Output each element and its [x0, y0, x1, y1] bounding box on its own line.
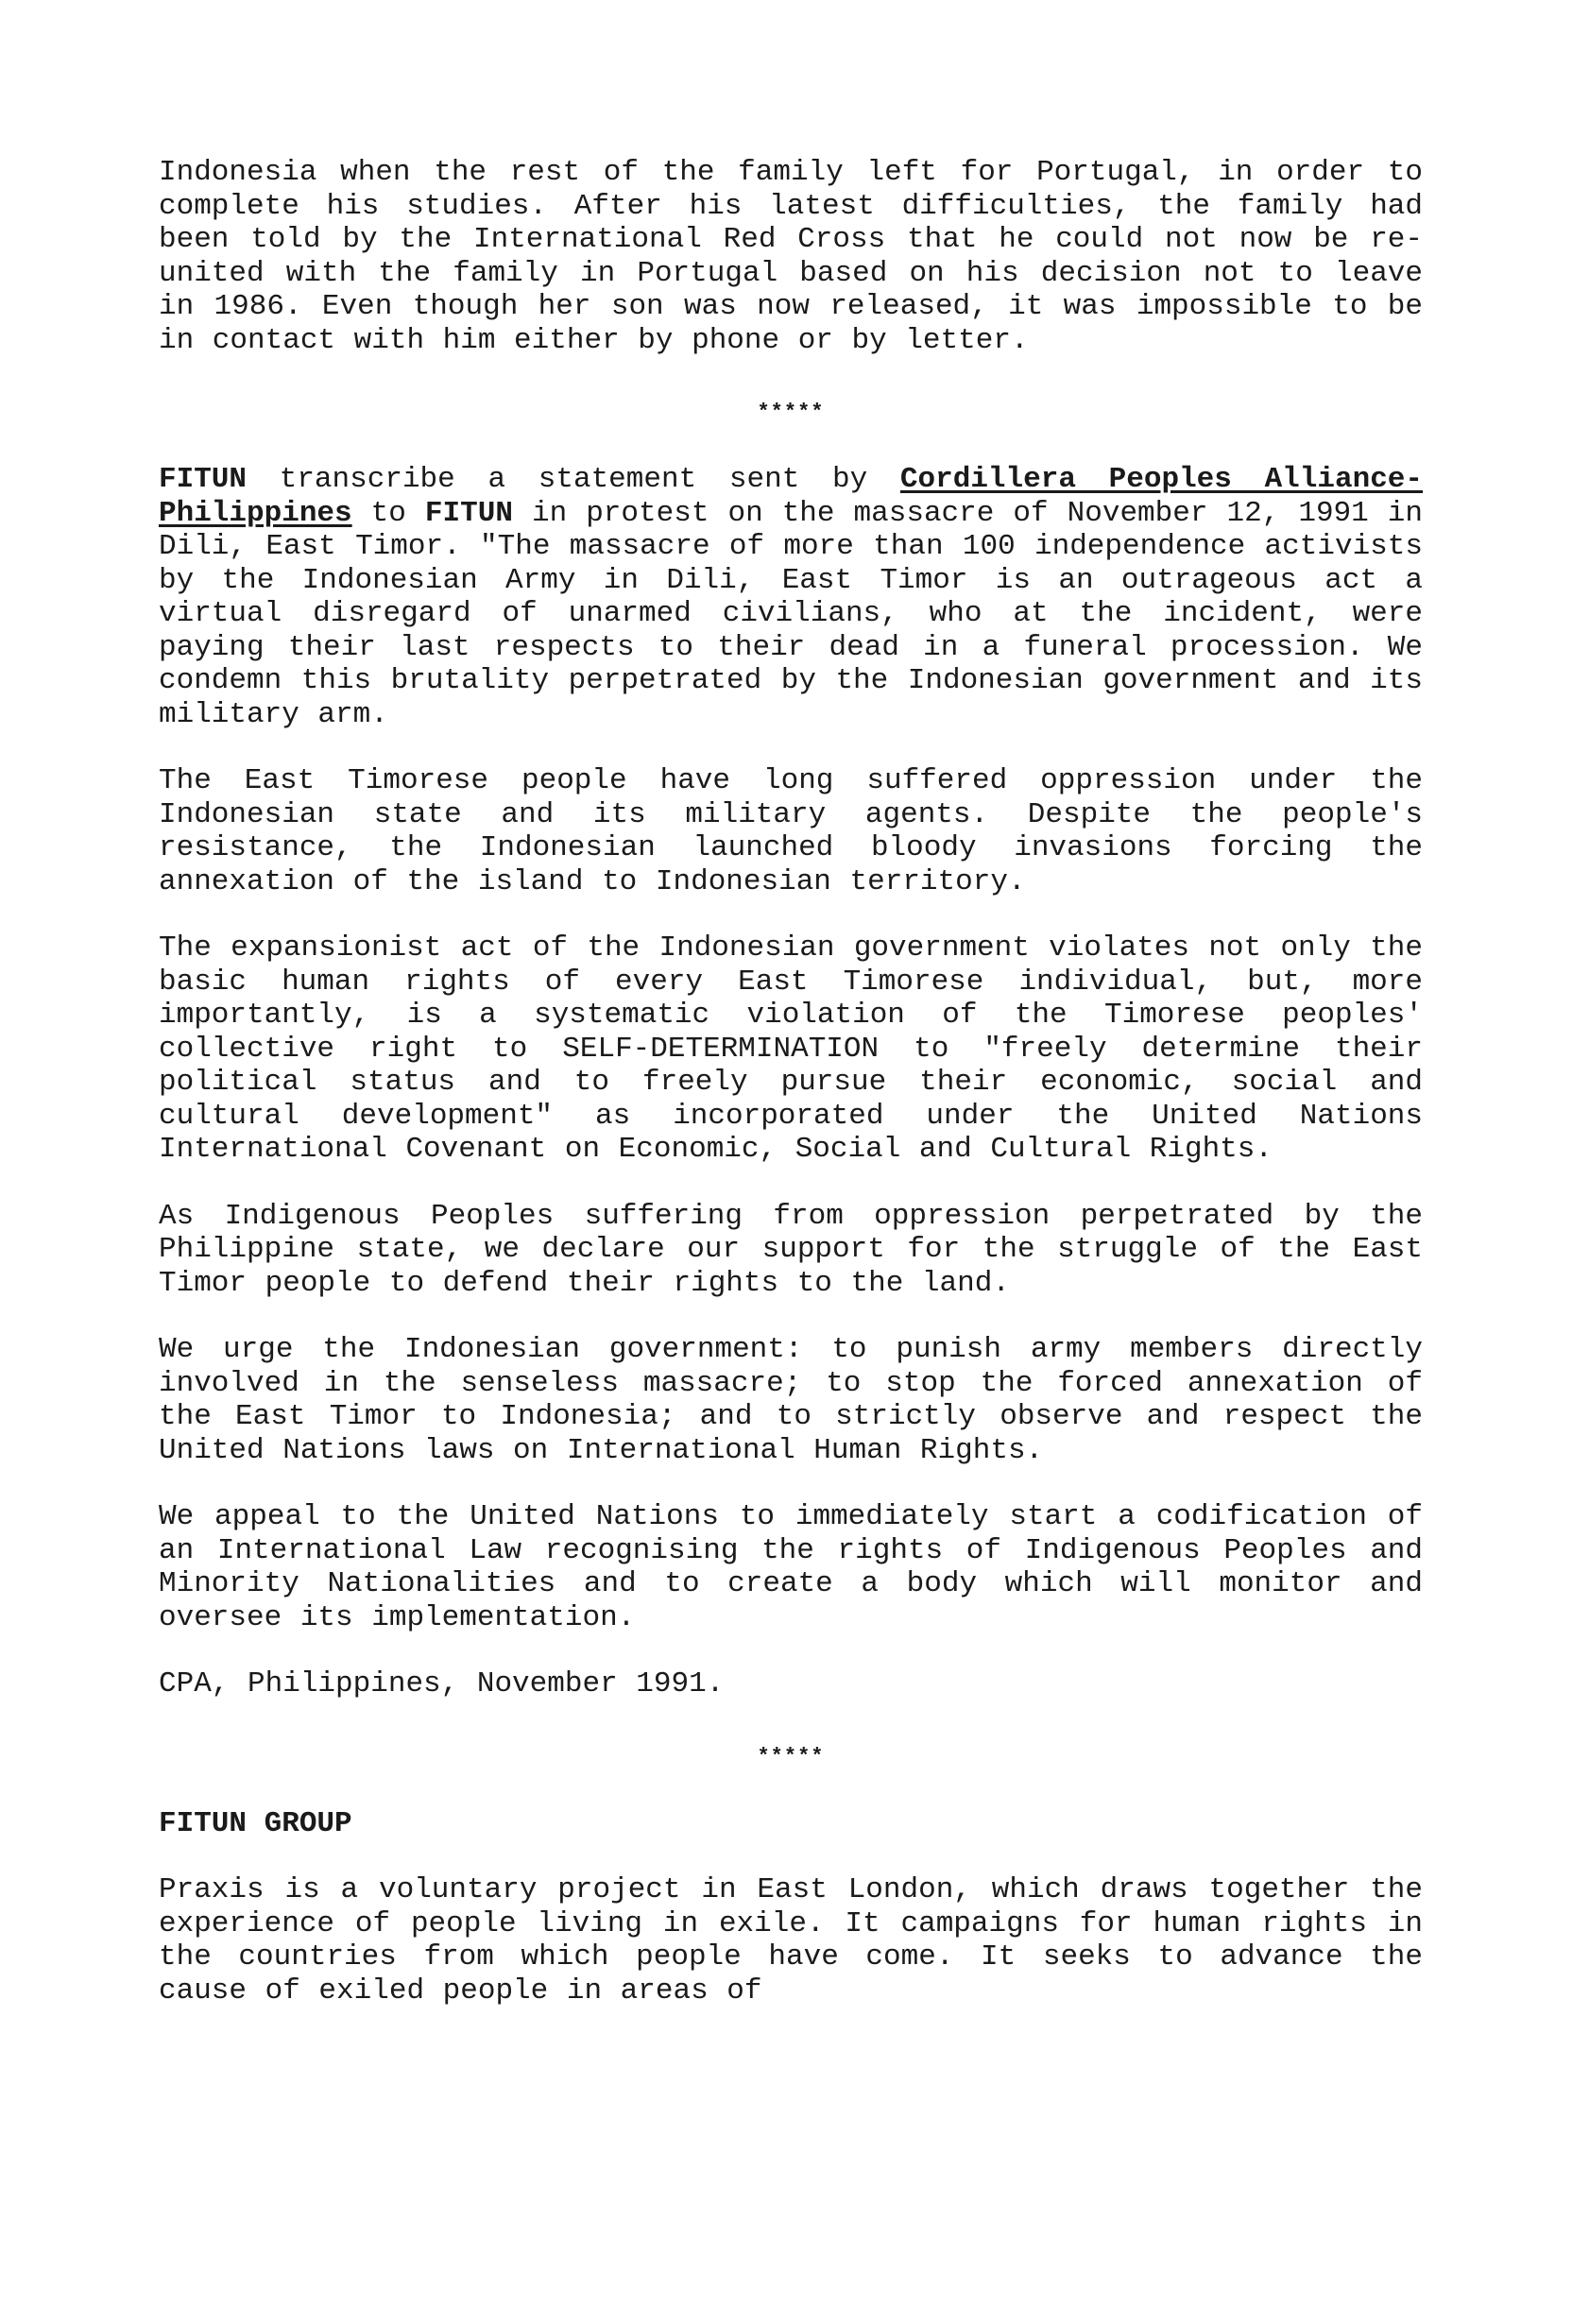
fitun-group-heading: FITUN GROUP: [159, 1806, 352, 1840]
fitun-name: FITUN: [159, 463, 248, 496]
section-separator-2: *****: [757, 1744, 825, 1769]
fitun-name-2: FITUN: [424, 496, 513, 530]
fitun-group-paragraph: Praxis is a voluntary project in East London, which draws together the experience of people living in exile. It campaigns for human rights in the countries from which people have come. It seeks to advance the cause of exiled people in areas of: [159, 1873, 1423, 2008]
lead-text-3: in protest on the massacre of November 12, 1991 in Dili, East Timor. "The massacre of more than 100 independence activists by the Indonesian Army in Dili, East Timor is an outrageous act a virtual disregard of unarmed civilians, who at the incident, were paying their last respects to their dead in a funeral procession. We condemn this brutality perpetrated by the Indonesian government and its military arm.: [159, 496, 1423, 731]
lead-text-2: to: [351, 496, 425, 530]
statement-paragraph: We appeal to the United Nations to immediately start a codification of an International Law recognising the rights of Indigenous Peoples and Minority Nationalities and to create a body which will monitor and oversee its implementation.: [159, 1500, 1423, 1634]
statement-signoff: CPA, Philippines, November 1991.: [159, 1667, 725, 1700]
statement-lead-paragraph: [159, 463, 1423, 731]
statement-paragraph: We urge the Indonesian government: to punish army members directly involved in the senseless massacre; to stop the forced annexation of the East Timor to Indonesia; and to strictly observe and respect the United Nations laws on International Human Rights.: [159, 1333, 1423, 1467]
statement-paragraph: The expansionist act of the Indonesian government violates not only the basic human rights of every East Timorese individual, but, more importantly, is a systematic violation of the Timorese peoples' collective right to SELF-DETERMINATION to "freely determine their political status and to freely pursue their economic, social and cultural development" as incorporated under the United Nations International Covenant on Economic, Social and Cultural Rights.: [159, 931, 1423, 1166]
statement-paragraph: The East Timorese people have long suffered oppression under the Indonesian state and its military agents. Despite the people's resistance, the Indonesian launched bloody invasions forcing the annexation of the island to Indonesian territory.: [159, 764, 1423, 898]
lead-text-1: transcribe a statement sent by: [247, 463, 900, 496]
statement-paragraph: As Indigenous Peoples suffering from oppression perpetrated by the Philippine state, we declare our support for the struggle of the East Timor people to defend their rights to the land.: [159, 1199, 1423, 1300]
intro-paragraph: Indonesia when the rest of the family left for Portugal, in order to complete his studies. After his latest difficulties, the family had been told by the International Red Cross that he could not now be re-united with the family in Portugal based on his decision not to leave in 1986. Even though her son was now released, it was impossible to be in contact with him either by phone or by letter.: [159, 156, 1423, 357]
section-separator: *****: [757, 401, 825, 424]
source-organization: Cordillera Peoples Alliance-Philippines: [159, 463, 1424, 530]
text-column: [159, 156, 1423, 2041]
